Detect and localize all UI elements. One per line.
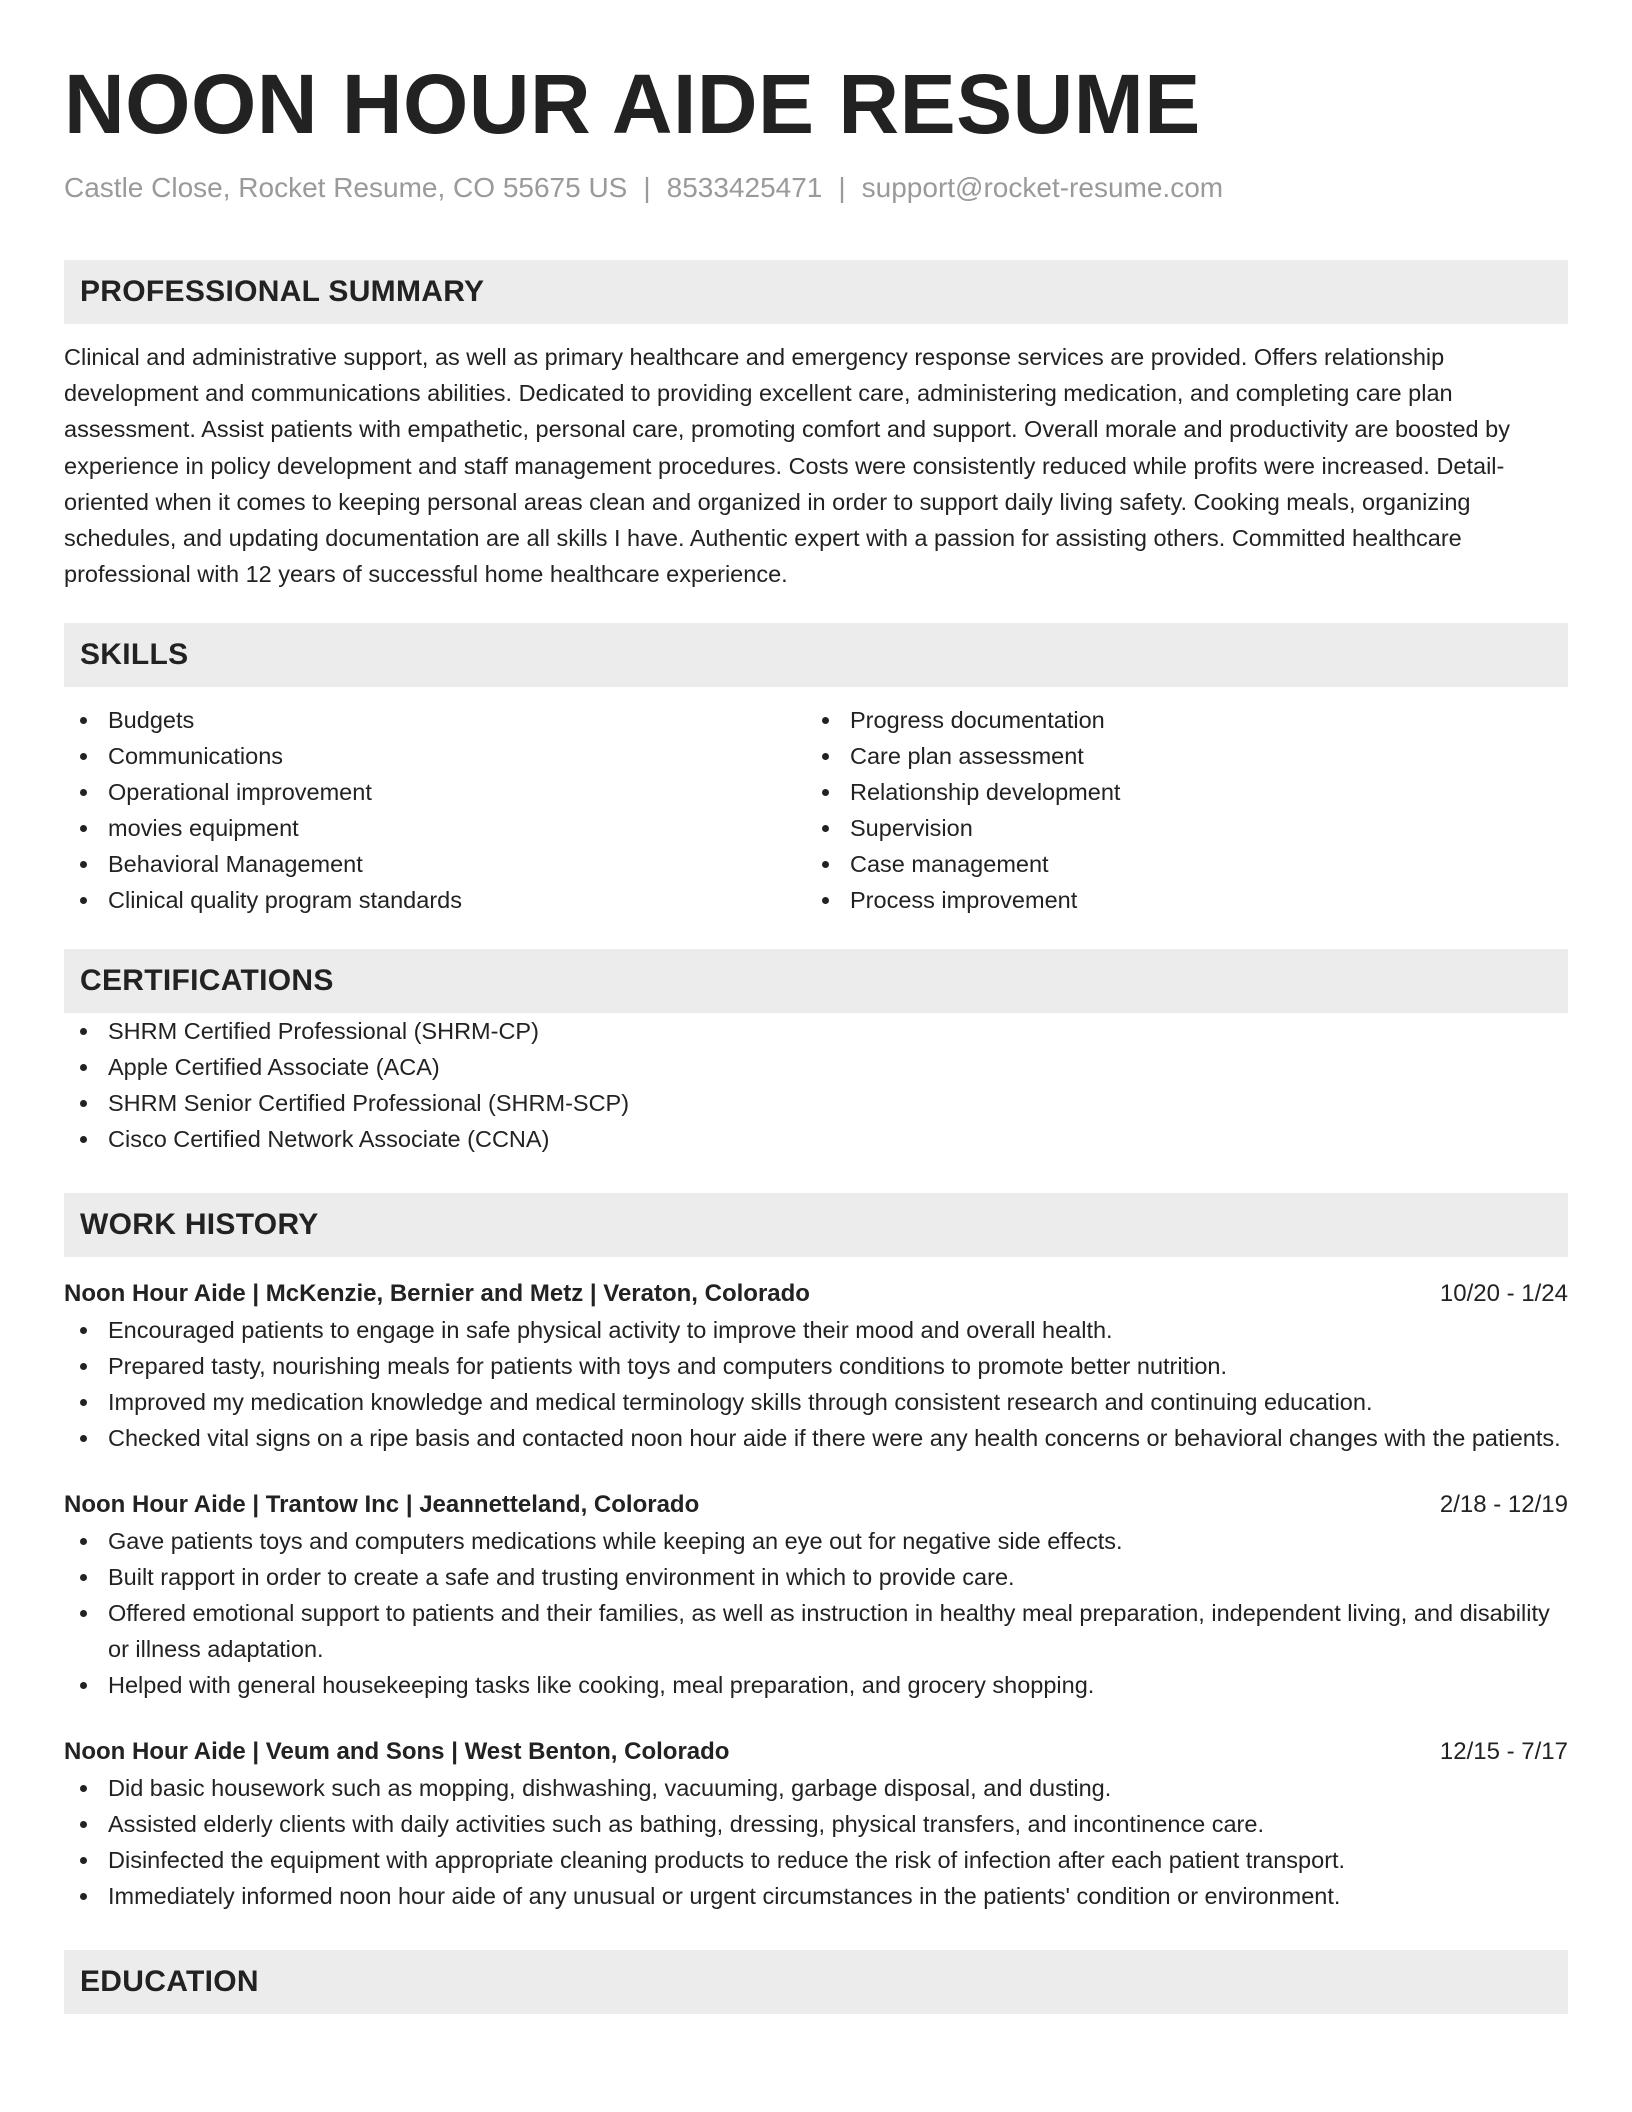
skill-item: Care plan assessment bbox=[806, 738, 1548, 774]
skill-item: Supervision bbox=[806, 810, 1548, 846]
job-entry bbox=[64, 1276, 1568, 1456]
job-bullets bbox=[64, 1312, 1568, 1456]
job-bullet: Built rapport in order to create a safe and trusting environment in which to provide care. bbox=[64, 1559, 1568, 1595]
job-title: Noon Hour Aide | McKenzie, Bernier and Metz | Veraton, Colorado bbox=[64, 1280, 810, 1308]
job-header bbox=[64, 1734, 1568, 1770]
contact-email[interactable]: support@rocket-resume.com bbox=[861, 172, 1224, 203]
certification-item: Cisco Certified Network Associate (CCNA) bbox=[64, 1121, 1568, 1157]
job-title: Noon Hour Aide | Veum and Sons | West Benton, Colorado bbox=[64, 1738, 730, 1766]
certification-item: SHRM Certified Professional (SHRM-CP) bbox=[64, 1013, 1568, 1049]
skill-item: Case management bbox=[806, 846, 1548, 882]
certification-item: Apple Certified Associate (ACA) bbox=[64, 1049, 1568, 1085]
resume-page bbox=[64, 56, 1568, 2014]
resume-title: NOON HOUR AIDE RESUME bbox=[64, 57, 1201, 151]
job-bullet: Encouraged patients to engage in safe physical activity to improve their mood and overall health. bbox=[64, 1312, 1568, 1348]
contact-address: Castle Close, Rocket Resume, CO 55675 US bbox=[64, 172, 628, 203]
section-heading-skills: SKILLS bbox=[64, 623, 1568, 687]
job-entry bbox=[64, 1487, 1568, 1703]
skill-item: Process improvement bbox=[806, 882, 1548, 918]
skills-columns bbox=[64, 702, 1568, 918]
contact-phone: 8533425471 bbox=[666, 172, 823, 203]
job-dates: 12/15 - 7/17 bbox=[1439, 1738, 1568, 1766]
job-bullet: Gave patients toys and computers medications while keeping an eye out for negative side effects. bbox=[64, 1523, 1568, 1559]
job-entry bbox=[64, 1734, 1568, 1914]
skill-item: movies equipment bbox=[64, 810, 806, 846]
skill-item: Progress documentation bbox=[806, 702, 1548, 738]
certification-item: SHRM Senior Certified Professional (SHRM-SCP) bbox=[64, 1085, 1568, 1121]
section-heading-work-history: WORK HISTORY bbox=[64, 1193, 1568, 1257]
skills-list-right bbox=[806, 702, 1548, 918]
skill-item: Relationship development bbox=[806, 774, 1548, 810]
skills-list-left bbox=[64, 702, 806, 918]
job-bullet: Disinfected the equipment with appropriate cleaning products to reduce the risk of infection after each patient transport. bbox=[64, 1842, 1568, 1878]
job-header bbox=[64, 1276, 1568, 1312]
job-title: Noon Hour Aide | Trantow Inc | Jeannetteland, Colorado bbox=[64, 1491, 700, 1519]
job-bullet: Checked vital signs on a ripe basis and contacted noon hour aide if there were any health concerns or behavioral changes with the patients. bbox=[64, 1420, 1568, 1456]
skill-item: Clinical quality program standards bbox=[64, 882, 806, 918]
job-bullet: Prepared tasty, nourishing meals for patients with toys and computers conditions to promote better nutrition. bbox=[64, 1348, 1568, 1384]
contact-separator: | bbox=[838, 172, 846, 203]
skill-item: Operational improvement bbox=[64, 774, 806, 810]
job-bullets bbox=[64, 1523, 1568, 1703]
skill-item: Budgets bbox=[64, 702, 806, 738]
summary-text: Clinical and administrative support, as well as primary healthcare and emergency response services are provided. Offers relationship development and communications abilities. Dedicated to providing excellent care, administering medication, and completing care plan assessment. Assist patients with empathetic, personal care, promoting comfort and support. Overall morale and productivity are boosted by experience in policy development and staff management procedures. Costs were consistently reduced while profits were increased. Detail-oriented when it comes to keeping personal areas clean and organized in order to support daily living safety. Cooking meals, organizing schedules, and updating documentation are all skills I have. Authentic expert with a passion for assisting others. Committed healthcare professional with 12 years of successful home healthcare experience. bbox=[64, 344, 1510, 588]
contact-line bbox=[64, 170, 1568, 208]
skill-item: Communications bbox=[64, 738, 806, 774]
certifications-list bbox=[64, 1013, 1568, 1157]
job-bullet: Assisted elderly clients with daily activities such as bathing, dressing, physical transfers, and incontinence care. bbox=[64, 1806, 1568, 1842]
job-bullets bbox=[64, 1770, 1568, 1914]
job-dates: 10/20 - 1/24 bbox=[1439, 1280, 1568, 1308]
section-heading-education: EDUCATION bbox=[64, 1950, 1568, 2014]
contact-separator: | bbox=[643, 172, 651, 203]
job-bullet: Improved my medication knowledge and medical terminology skills through consistent research and continuing education. bbox=[64, 1384, 1568, 1420]
job-dates: 2/18 - 12/19 bbox=[1439, 1491, 1568, 1519]
job-bullet: Helped with general housekeeping tasks like cooking, meal preparation, and grocery shopping. bbox=[64, 1667, 1568, 1703]
job-bullet: Immediately informed noon hour aide of any unusual or urgent circumstances in the patients' condition or environment. bbox=[64, 1878, 1568, 1914]
section-heading-certifications: CERTIFICATIONS bbox=[64, 949, 1568, 1013]
section-heading-summary: PROFESSIONAL SUMMARY bbox=[64, 260, 1568, 324]
job-bullet: Offered emotional support to patients and their families, as well as instruction in healthy meal preparation, independent living, and disability or illness adaptation. bbox=[64, 1595, 1568, 1667]
job-header bbox=[64, 1487, 1568, 1523]
skill-item: Behavioral Management bbox=[64, 846, 806, 882]
job-bullet: Did basic housework such as mopping, dishwashing, vacuuming, garbage disposal, and dusting. bbox=[64, 1770, 1568, 1806]
